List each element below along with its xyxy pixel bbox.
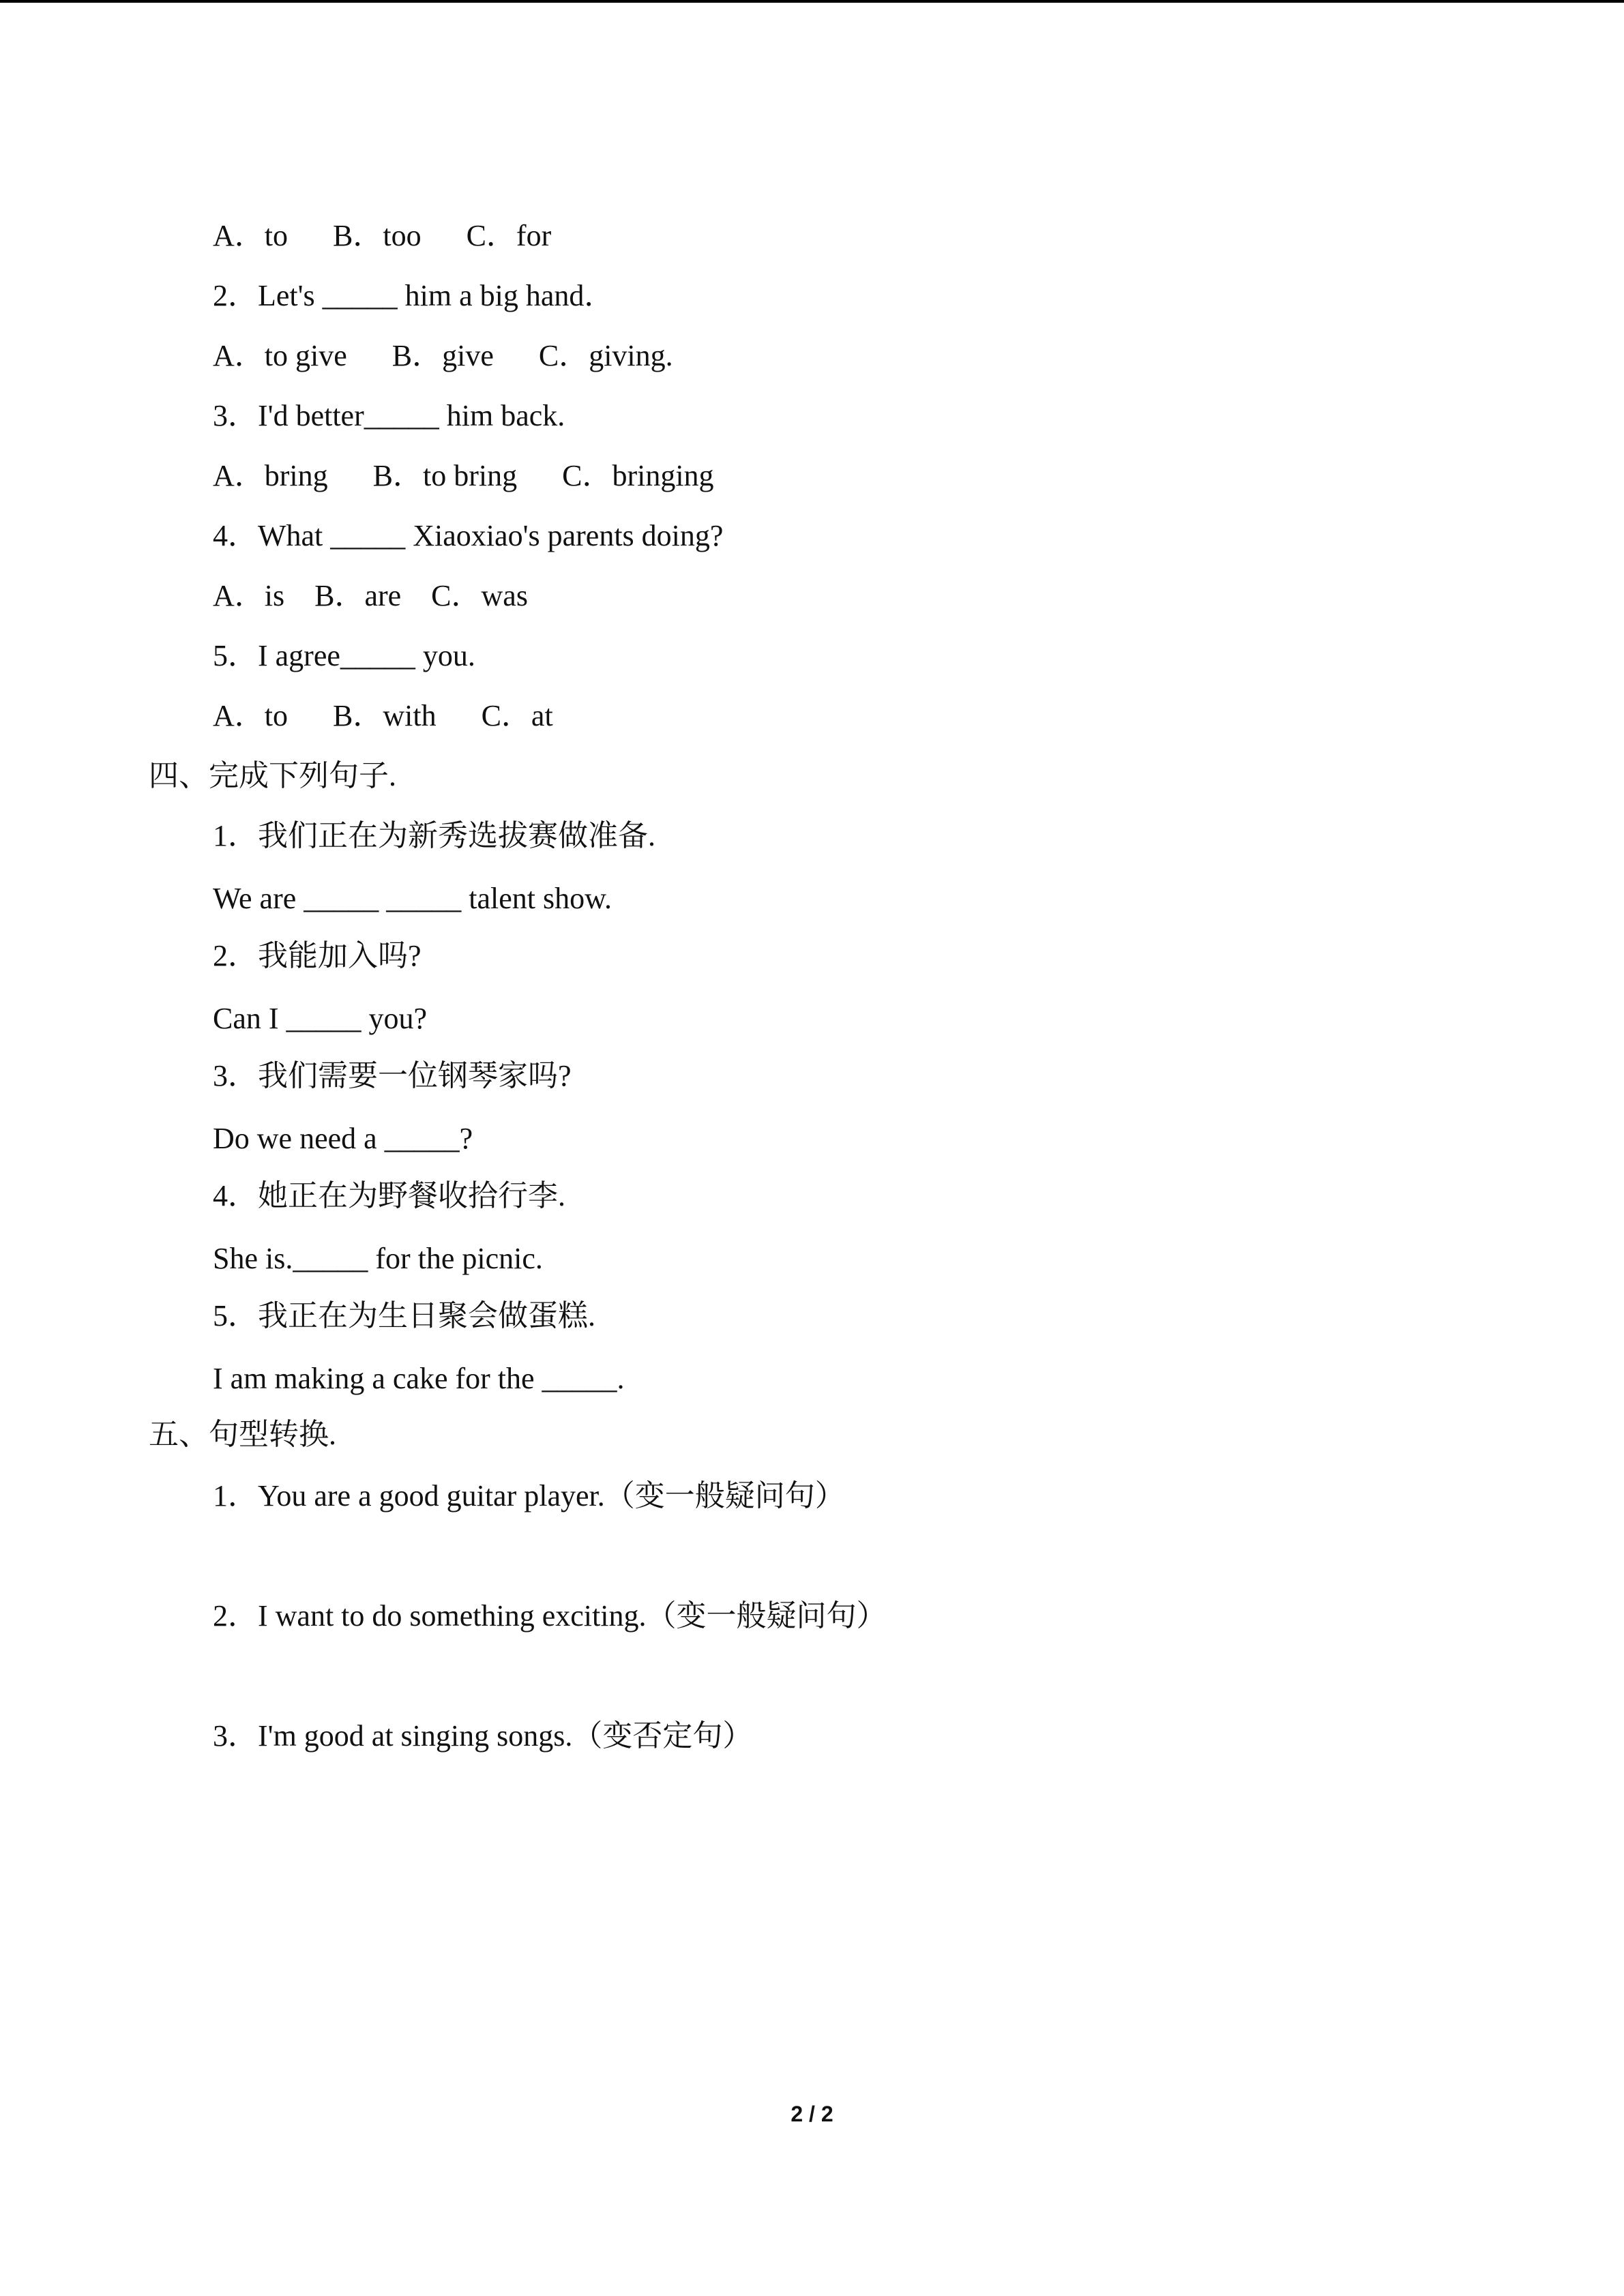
section-5-heading: 五、句型转换. <box>149 1418 336 1451</box>
q5-options: A．to B．with C．at <box>213 699 553 732</box>
s4-item-2-prompt: 2．我能加入吗? <box>213 939 422 972</box>
s4-item-1-answer: We are _____ _____ talent show. <box>213 882 612 915</box>
s5-item-2: 2．I want to do something exciting.（变一般疑问句） <box>213 1599 887 1632</box>
s4-item-1-prompt: 1．我们正在为新秀选拔赛做准备. <box>213 819 655 852</box>
s4-item-4-prompt: 4．她正在为野餐收拾行李. <box>213 1179 565 1212</box>
s4-item-5-answer: I am making a cake for the _____. <box>213 1362 625 1395</box>
q3-question: 3．I'd better_____ him back. <box>213 399 565 432</box>
s4-item-5-prompt: 5．我正在为生日聚会做蛋糕. <box>213 1299 595 1332</box>
q2-question: 2．Let's _____ him a big hand． <box>213 279 615 312</box>
s4-item-3-answer: Do we need a _____? <box>213 1122 473 1155</box>
s4-item-2-answer: Can I _____ you? <box>213 1002 428 1035</box>
q4-question: 4．What _____ Xiaoxiao's parents doing? <box>213 519 724 552</box>
s4-item-3-prompt: 3．我们需要一位钢琴家吗? <box>213 1059 572 1092</box>
page-top-border <box>0 0 1624 3</box>
q4-options: A．is B．are C．was <box>213 579 528 612</box>
s5-item-1: 1．You are a good guitar player.（变一般疑问句） <box>213 1479 845 1512</box>
section-4-heading: 四、完成下列句子. <box>149 759 396 792</box>
q2-options: A．to give B．give C．giving. <box>213 339 673 372</box>
page-number: 2 / 2 <box>791 2102 833 2126</box>
s5-item-3: 3．I'm good at singing songs.（变否定句） <box>213 1719 753 1753</box>
q5-question: 5．I agree_____ you. <box>213 639 475 672</box>
s4-item-4-answer: She is._____ for the picnic. <box>213 1242 543 1275</box>
q3-options: A．bring B．to bring C．bringing <box>213 459 714 492</box>
q1-options: A．to B．too C．for <box>213 219 552 252</box>
